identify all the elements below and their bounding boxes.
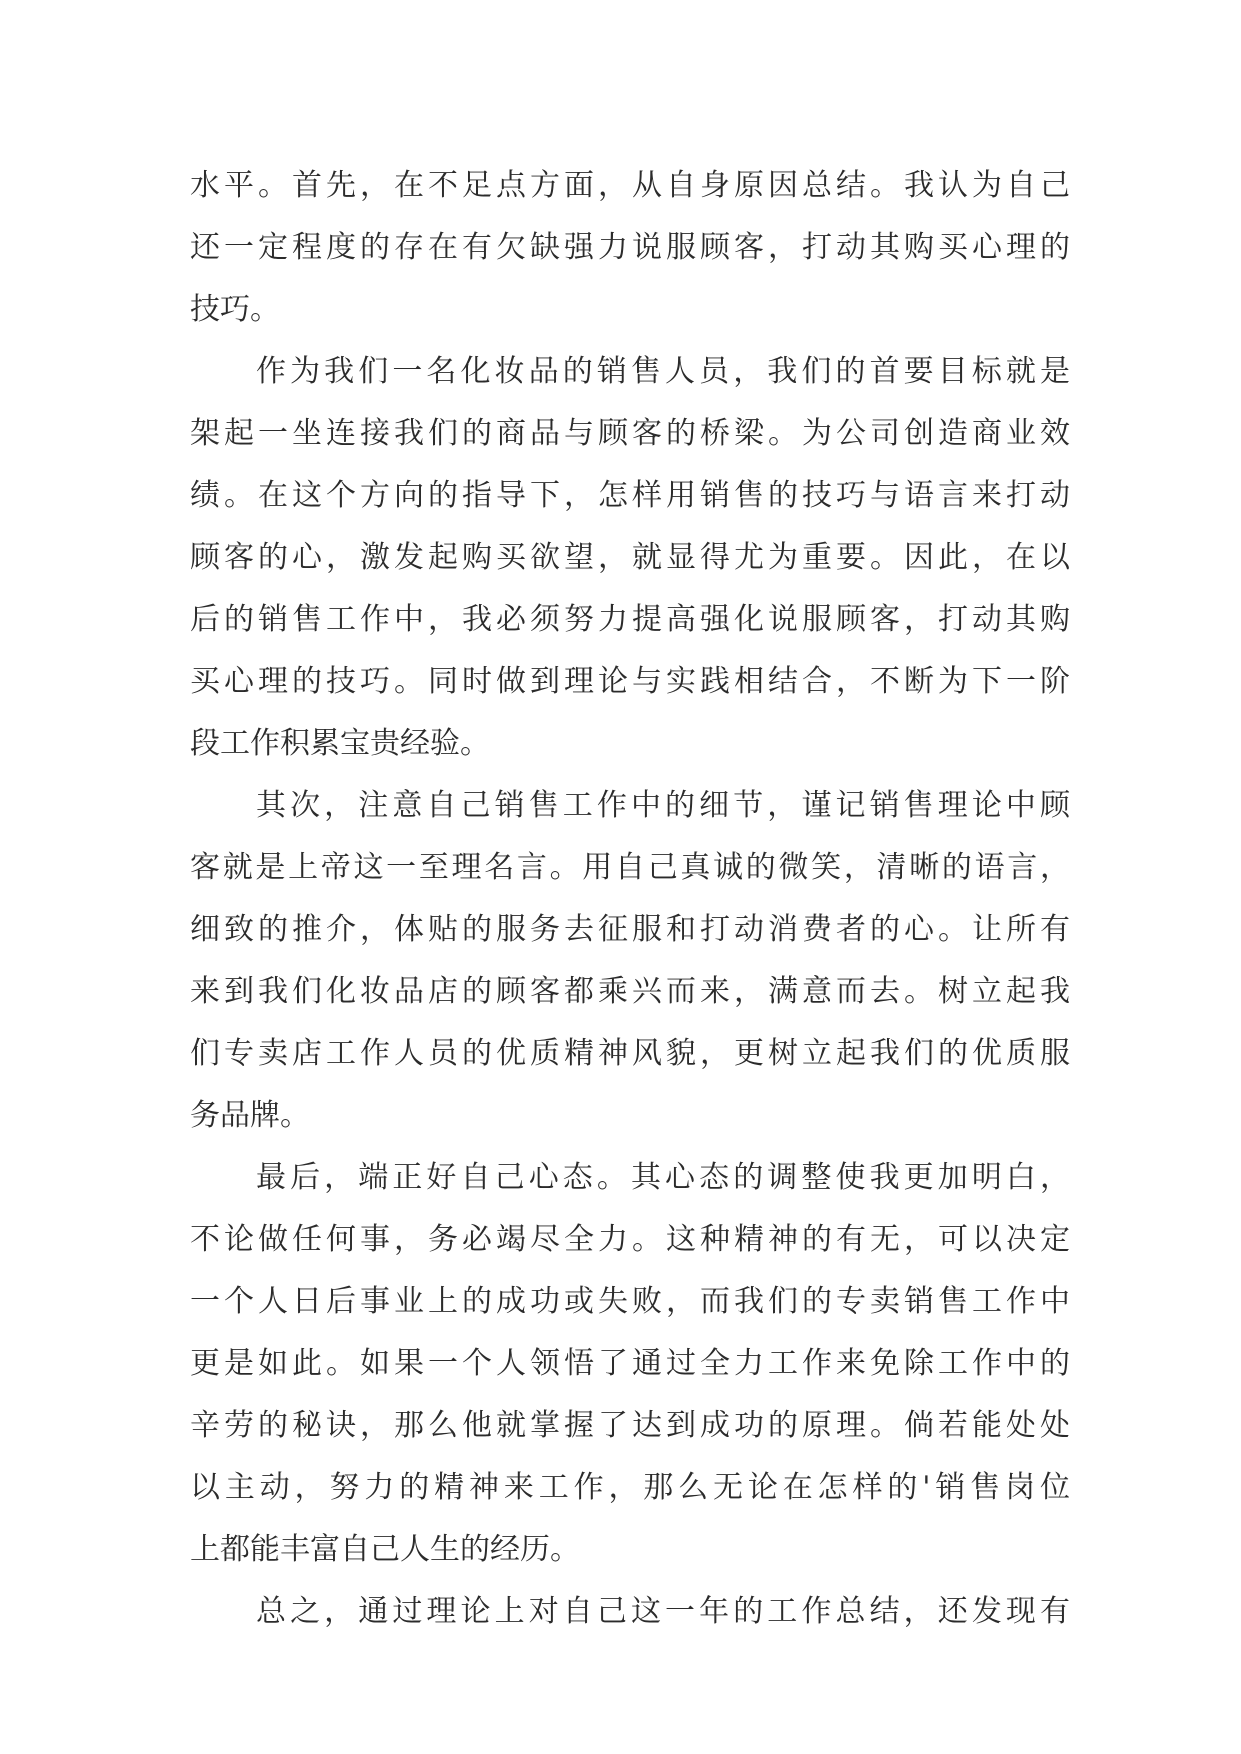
text-line: 不论做任何事，务必竭尽全力。这种精神的有无，可以决定 xyxy=(190,1222,1070,1257)
text-line: 一个人日后事业上的成功或失败，而我们的专卖销售工作中 xyxy=(190,1284,1070,1319)
text-line: 客就是上帝这一至理名言。用自己真诚的微笑，清晰的语言， xyxy=(190,850,1070,885)
text-line: 辛劳的秘诀，那么他就掌握了达到成功的原理。倘若能处处 xyxy=(190,1408,1070,1443)
text-line: 水平。首先，在不足点方面，从自身原因总结。我认为自己 xyxy=(190,168,1070,203)
text-line: 绩。在这个方向的指导下，怎样用销售的技巧与语言来打动 xyxy=(190,478,1070,513)
text-line: 段工作积累宝贵经验。 xyxy=(190,726,490,761)
text-line: 务品牌。 xyxy=(190,1098,310,1133)
text-line: 后的销售工作中，我必须努力提高强化说服顾客，打动其购 xyxy=(190,602,1070,637)
text-line: 技巧。 xyxy=(190,292,280,327)
text-line: 还一定程度的存在有欠缺强力说服顾客，打动其购买心理的 xyxy=(190,230,1070,265)
text-line: 顾客的心，激发起购买欲望，就显得尤为重要。因此，在以 xyxy=(190,540,1070,575)
text-line: 买心理的技巧。同时做到理论与实践相结合，不断为下一阶 xyxy=(190,664,1070,699)
text-line: 其次，注意自己销售工作中的细节，谨记销售理论中顾 xyxy=(256,788,1070,823)
text-line: 最后，端正好自己心态。其心态的调整使我更加明白， xyxy=(256,1160,1070,1195)
text-line: 更是如此。如果一个人领悟了通过全力工作来免除工作中的 xyxy=(190,1346,1070,1381)
text-line: 总之，通过理论上对自己这一年的工作总结，还发现有 xyxy=(256,1594,1070,1629)
text-line: 细致的推介，体贴的服务去征服和打动消费者的心。让所有 xyxy=(190,912,1070,947)
text-line: 作为我们一名化妆品的销售人员，我们的首要目标就是 xyxy=(256,354,1070,389)
body-text xyxy=(190,155,1070,1643)
text-line: 来到我们化妆品店的顾客都乘兴而来，满意而去。树立起我 xyxy=(190,974,1070,1009)
text-line: 架起一坐连接我们的商品与顾客的桥梁。为公司创造商业效 xyxy=(190,416,1070,451)
text-line: 以主动，努力的精神来工作，那么无论在怎样的'销售岗位 xyxy=(190,1470,1070,1505)
text-line: 们专卖店工作人员的优质精神风貌，更树立起我们的优质服 xyxy=(190,1036,1070,1071)
text-line: 上都能丰富自己人生的经历。 xyxy=(190,1532,580,1567)
